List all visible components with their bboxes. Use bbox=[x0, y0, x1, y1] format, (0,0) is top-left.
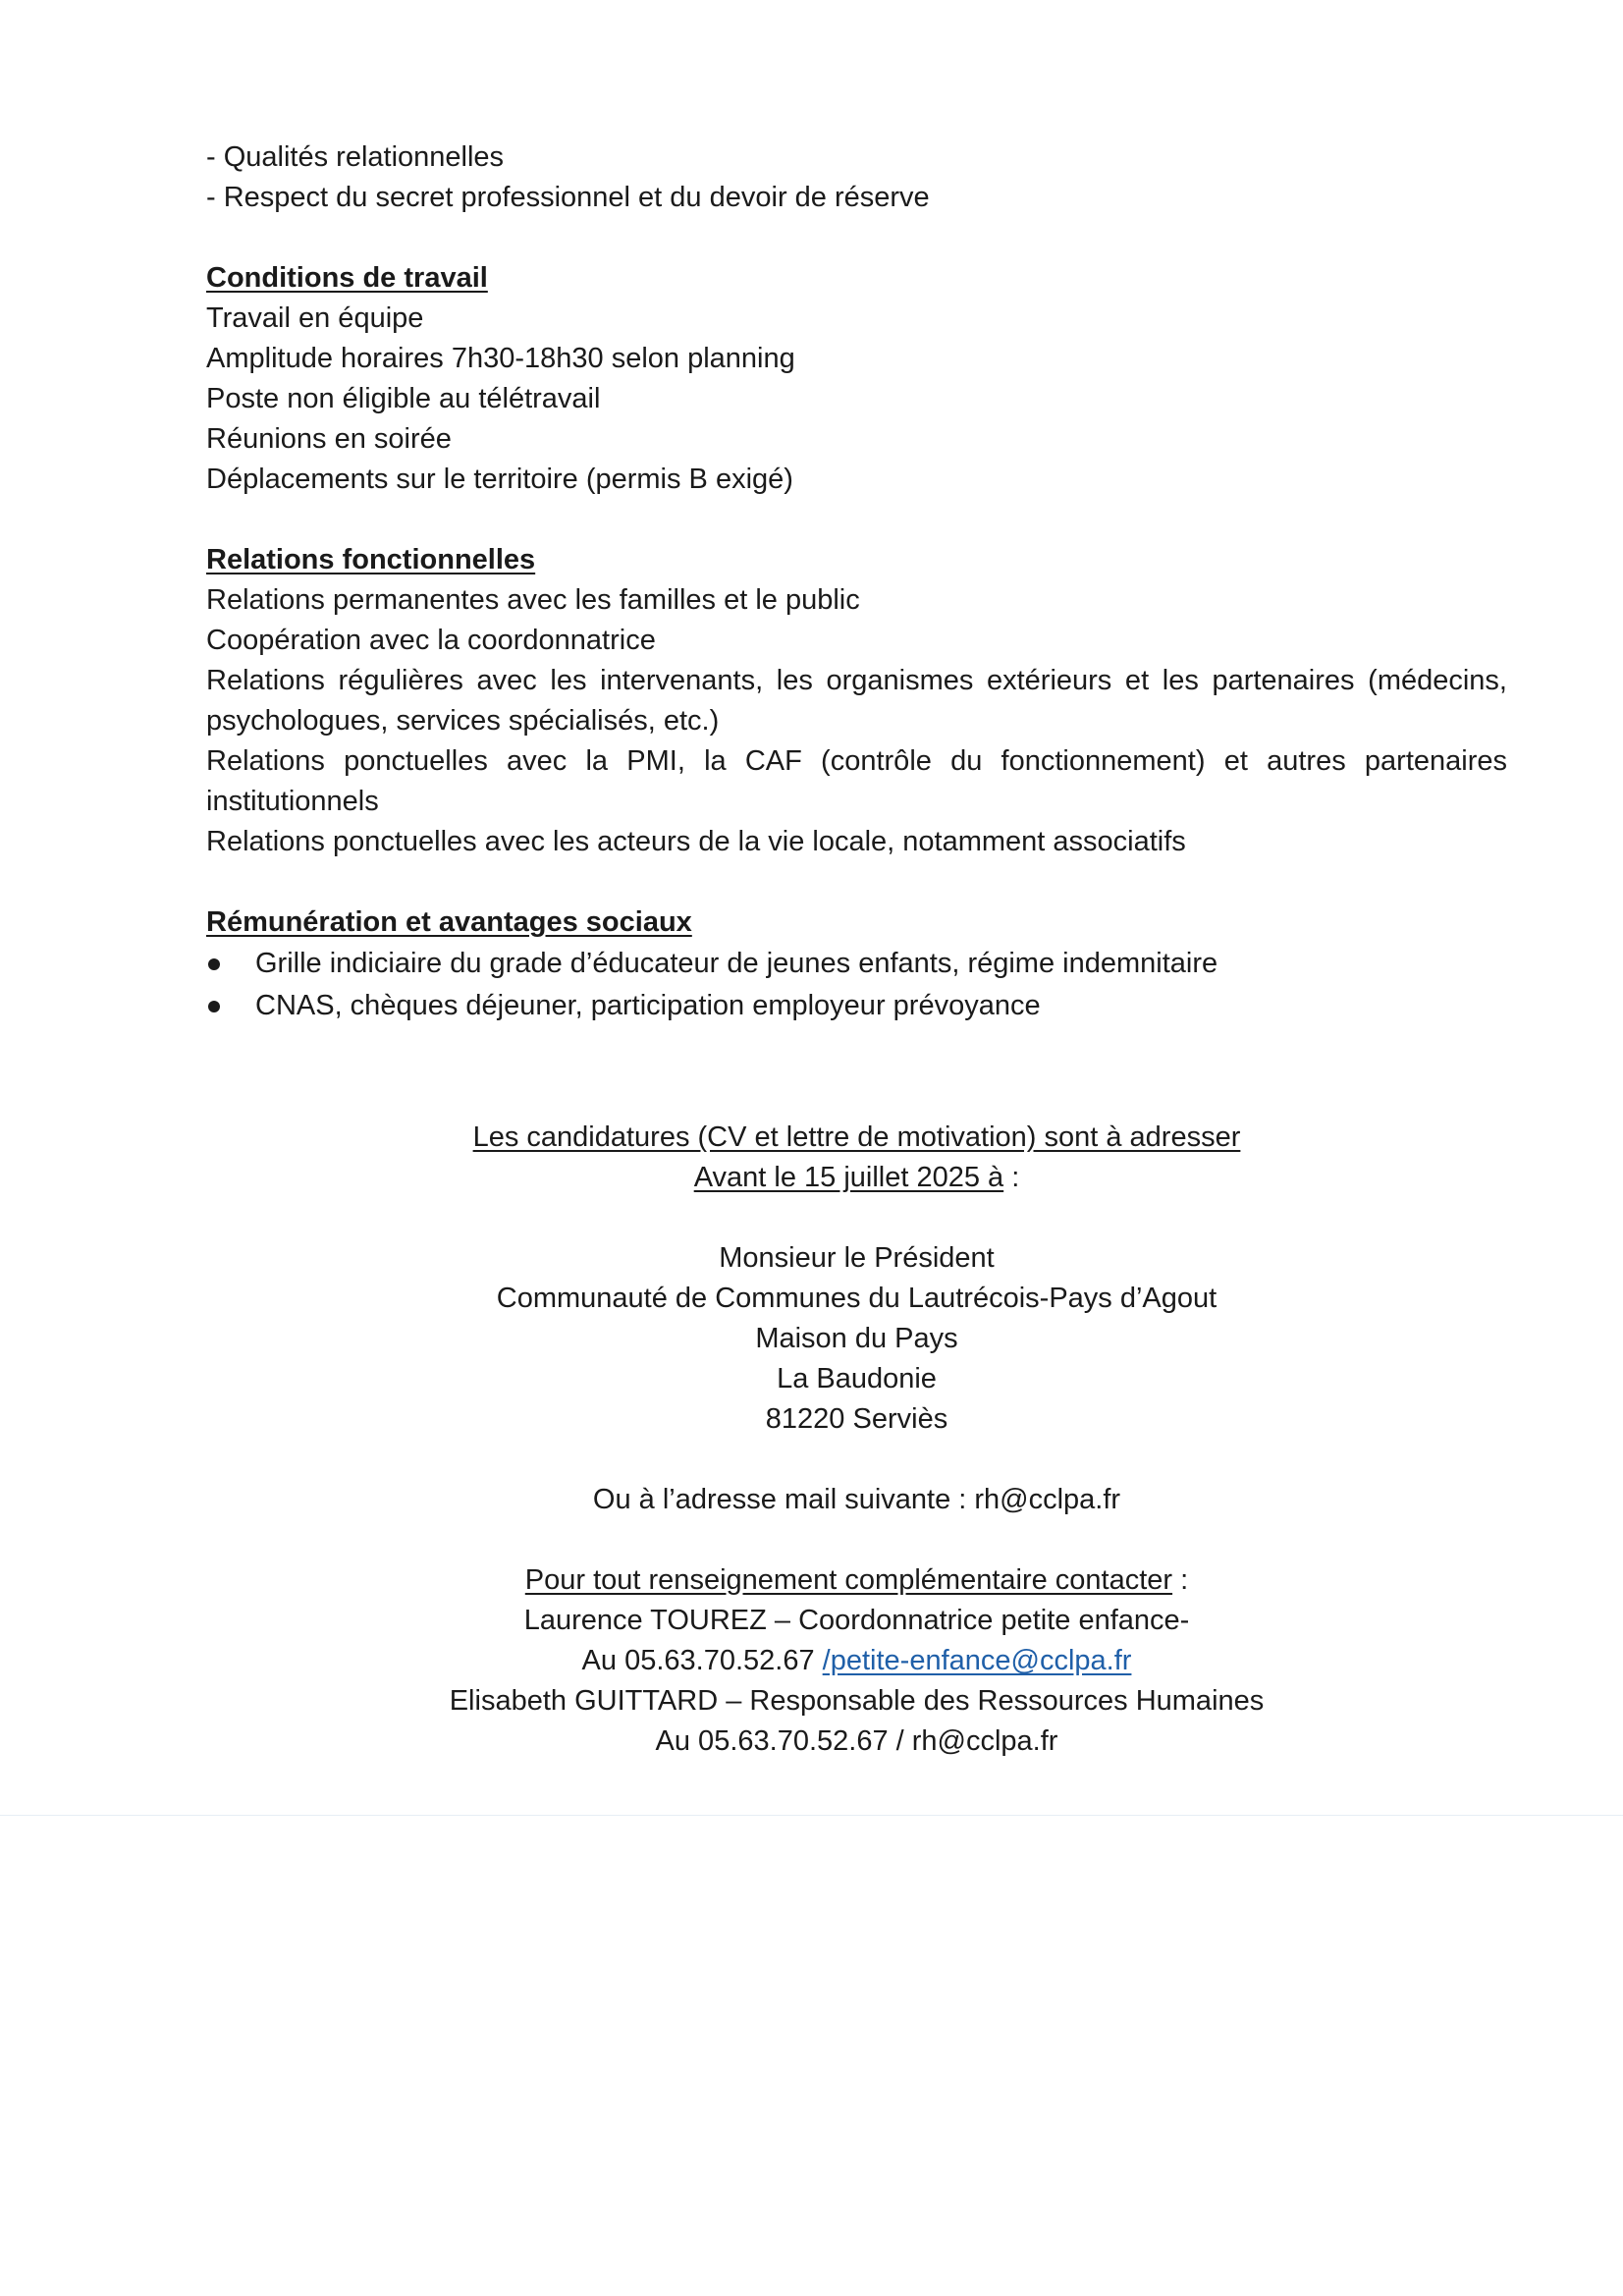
bullet-icon bbox=[208, 1001, 220, 1012]
contact-email-link[interactable]: /petite-enfance@cclpa.fr bbox=[822, 1645, 1132, 1676]
address-line: La Baudonie bbox=[777, 1363, 937, 1394]
contact-person-2-details[interactable]: Au 05.63.70.52.67 / rh@cclpa.fr bbox=[655, 1725, 1058, 1757]
conditions-heading: Conditions de travail bbox=[206, 262, 488, 294]
main-content bbox=[206, 137, 1507, 1027]
relations-item: psychologues, services spécialisés, etc.) bbox=[206, 705, 720, 737]
conditions-item: Réunions en soirée bbox=[206, 423, 452, 455]
deadline-line bbox=[206, 1158, 1507, 1198]
spacer bbox=[206, 862, 1507, 902]
deadline-suffix: : bbox=[1003, 1162, 1020, 1193]
conditions-item: Déplacements sur le territoire (permis B exigé) bbox=[206, 464, 793, 495]
relations-item: Coopération avec la coordonnatrice bbox=[206, 625, 656, 656]
contact-person-1: Laurence TOUREZ – Coordonnatrice petite enfance- bbox=[523, 1605, 1190, 1636]
list-item bbox=[206, 985, 1507, 1027]
address-line: Monsieur le Président bbox=[719, 1242, 995, 1274]
contact-phone: Au 05.63.70.52.67 bbox=[581, 1645, 823, 1676]
contact-heading: Pour tout renseignement complémentaire contacter bbox=[524, 1564, 1173, 1596]
list-item bbox=[206, 943, 1507, 985]
relations-item: Relations permanentes avec les familles et le public bbox=[206, 584, 860, 616]
relations-item: institutionnels bbox=[206, 786, 379, 817]
deadline-text: Avant le 15 juillet 2025 à bbox=[693, 1162, 1004, 1193]
relations-item: Relations régulières avec les intervenants, les organismes extérieurs et les partenaires (médecins, bbox=[206, 665, 1507, 696]
spacer bbox=[206, 1520, 1507, 1560]
address-line: Communauté de Communes du Lautrécois-Pays d’Agout bbox=[496, 1283, 1217, 1314]
spacer bbox=[206, 1198, 1507, 1238]
conditions-item: Amplitude horaires 7h30-18h30 selon planning bbox=[206, 343, 795, 374]
conditions-item: Poste non éligible au télétravail bbox=[206, 383, 601, 414]
address-line: 81220 Serviès bbox=[765, 1403, 948, 1435]
bullet-icon bbox=[208, 958, 220, 970]
application-instructions: Les candidatures (CV et lettre de motivation) sont à adresser bbox=[472, 1121, 1241, 1153]
address-line: Maison du Pays bbox=[755, 1323, 958, 1354]
conditions-item: Travail en équipe bbox=[206, 302, 424, 334]
list-item-text: CNAS, chèques déjeuner, participation employeur prévoyance bbox=[255, 990, 1041, 1021]
list-item-text: Grille indiciaire du grade d’éducateur de jeunes enfants, régime indemnitaire bbox=[255, 948, 1218, 979]
remuneration-heading: Rémunération et avantages sociaux bbox=[206, 906, 692, 938]
scan-divider bbox=[0, 1815, 1623, 1816]
spacer bbox=[206, 500, 1507, 540]
contact-person-2: Elisabeth GUITTARD – Responsable des Ressources Humaines bbox=[449, 1685, 1265, 1717]
relations-item: Relations ponctuelles avec la PMI, la CAF (contrôle du fonctionnement) et autres partenaires bbox=[206, 745, 1507, 777]
application-line bbox=[206, 1118, 1507, 1158]
relations-item: Relations ponctuelles avec les acteurs de la vie locale, notamment associatifs bbox=[206, 826, 1186, 857]
contact-person-1-details bbox=[206, 1641, 1507, 1681]
contact-heading-line bbox=[206, 1560, 1507, 1601]
intro-item: - Respect du secret professionnel et du devoir de réserve bbox=[206, 182, 930, 213]
intro-item: - Qualités relationnelles bbox=[206, 141, 505, 173]
spacer bbox=[206, 1440, 1507, 1480]
remuneration-list bbox=[206, 943, 1507, 1027]
contact-heading-suffix: : bbox=[1172, 1564, 1189, 1596]
spacer bbox=[206, 218, 1507, 258]
application-block bbox=[206, 1118, 1507, 1762]
relations-heading: Relations fonctionnelles bbox=[206, 544, 536, 575]
email-line[interactable]: Ou à l’adresse mail suivante : rh@cclpa.fr bbox=[592, 1484, 1121, 1515]
